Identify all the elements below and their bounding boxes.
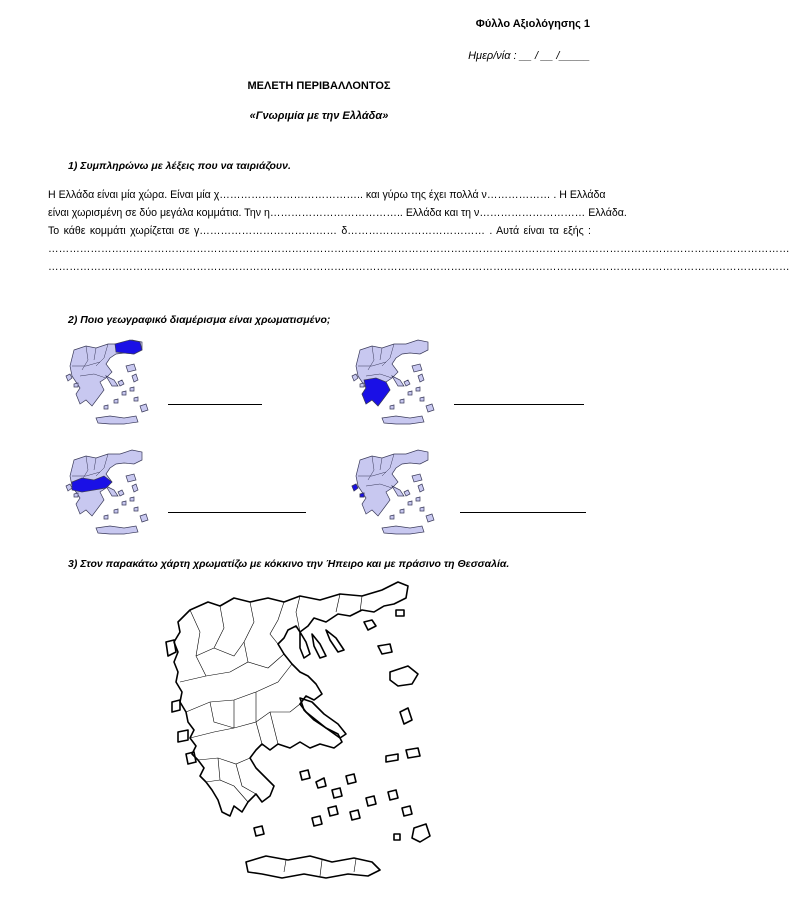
- evia-island: [300, 698, 346, 738]
- map-region: [66, 484, 72, 491]
- map-region: [104, 405, 108, 409]
- map-region: [416, 387, 420, 391]
- map-region: [352, 374, 358, 381]
- map-region: [426, 404, 434, 412]
- subject-title: ΜΕΛΕΤΗ ΠΕΡΙΒΑΛΛΟΝΤΟΣ: [247, 80, 391, 92]
- fill-in-line: …………………………………………………………………………………………………………………………………………………………………………………………: [48, 243, 790, 255]
- map-region: [122, 391, 126, 395]
- lesson-subtitle: «Γνωριμία με την Ελλάδα»: [249, 110, 389, 122]
- map-region: [104, 515, 108, 519]
- map-region: [404, 490, 410, 496]
- mainland-outline: [174, 582, 408, 816]
- map-region: [118, 380, 124, 386]
- map-region: [400, 399, 404, 403]
- map-region: [130, 497, 134, 501]
- map-region: [390, 405, 394, 409]
- crete-island: [246, 856, 380, 878]
- map-region: [392, 486, 404, 496]
- map-region: [426, 514, 434, 522]
- map-region: [114, 399, 118, 403]
- map-region: [106, 376, 118, 386]
- map-region: [382, 526, 424, 534]
- fill-in-line: …………………………………………………………………………………………………………………………………………………………………………………………: [48, 261, 790, 273]
- greece-map-peloponnese-highlight: [346, 336, 446, 426]
- map-region: [418, 374, 424, 382]
- map-region: [132, 374, 138, 382]
- map-region: [360, 383, 364, 387]
- map-region: [130, 387, 134, 391]
- map-region: [418, 484, 424, 492]
- map-region: [74, 383, 78, 387]
- map-region: [126, 364, 136, 372]
- map-region: [66, 374, 72, 381]
- map-region: [132, 484, 138, 492]
- map-region: [122, 501, 126, 505]
- map-region: [408, 391, 412, 395]
- lesvos-island: [390, 666, 418, 686]
- highlighted-region: [115, 340, 142, 354]
- map-region: [408, 501, 412, 505]
- greece-map-central-greece-highlight: [60, 446, 160, 536]
- greece-outline-map: [150, 572, 440, 892]
- map-region: [140, 404, 148, 412]
- map-region: [412, 364, 422, 372]
- map-region: [400, 509, 404, 513]
- map-region: [140, 514, 148, 522]
- fill-in-line: Το κάθε κομμάτι χωρίζεται σε γ………………………………… δ………………………………… . Αυτά είναι τα εξής :: [48, 225, 591, 237]
- map-region: [134, 507, 138, 511]
- map-region: [106, 486, 118, 496]
- map-region: [126, 474, 136, 482]
- question-3-heading: 3) Στον παρακάτω χάρτη χρωματίζω με κόκκινο την Ήπειρο και με πράσινο τη Θεσσαλία.: [68, 558, 510, 570]
- map-region: [416, 497, 420, 501]
- question-2-heading: 2) Ποιο γεωγραφικό διαμέρισμα είναι χρωματισμένο;: [68, 314, 331, 326]
- question-1-paragraph: [48, 186, 790, 276]
- question-1-heading: 1) Συμπληρώνω με λέξεις που να ταιριάζουν.: [68, 160, 291, 172]
- map-region: [382, 416, 424, 424]
- map-region: [392, 376, 404, 386]
- map-region: [412, 474, 422, 482]
- date-line: Ημερ/νία : __ / __ /_____: [468, 50, 590, 62]
- answer-line-3[interactable]: [168, 512, 306, 513]
- map-region: [96, 526, 138, 534]
- map-region: [356, 450, 428, 516]
- fill-in-line: Η Ελλάδα είναι μία χώρα. Είναι μία χ………………………………….. και γύρω της έχει πολλά ν……………… . Η Ελλάδα: [48, 189, 606, 201]
- greece-map-thrace-highlight: [60, 336, 160, 426]
- highlighted-region: [362, 378, 390, 406]
- greece-map-ionian-islands-highlight: [346, 446, 446, 536]
- answer-line-1[interactable]: [168, 404, 262, 405]
- map-region: [96, 416, 138, 424]
- fill-in-line: είναι χωρισμένη σε δύο μεγάλα κομμάτια. Την η……………………………….. Ελλάδα και τη ν………………………… Ελλάδα.: [48, 207, 627, 219]
- map-region: [390, 515, 394, 519]
- map-region: [404, 380, 410, 386]
- map-region: [420, 507, 424, 511]
- answer-line-2[interactable]: [454, 404, 584, 405]
- answer-line-4[interactable]: [460, 512, 586, 513]
- sheet-title: Φύλλο Αξιολόγησης 1: [475, 18, 590, 30]
- map-region: [420, 397, 424, 401]
- map-region: [118, 490, 124, 496]
- map-region: [74, 493, 78, 497]
- map-region: [114, 509, 118, 513]
- map-region: [134, 397, 138, 401]
